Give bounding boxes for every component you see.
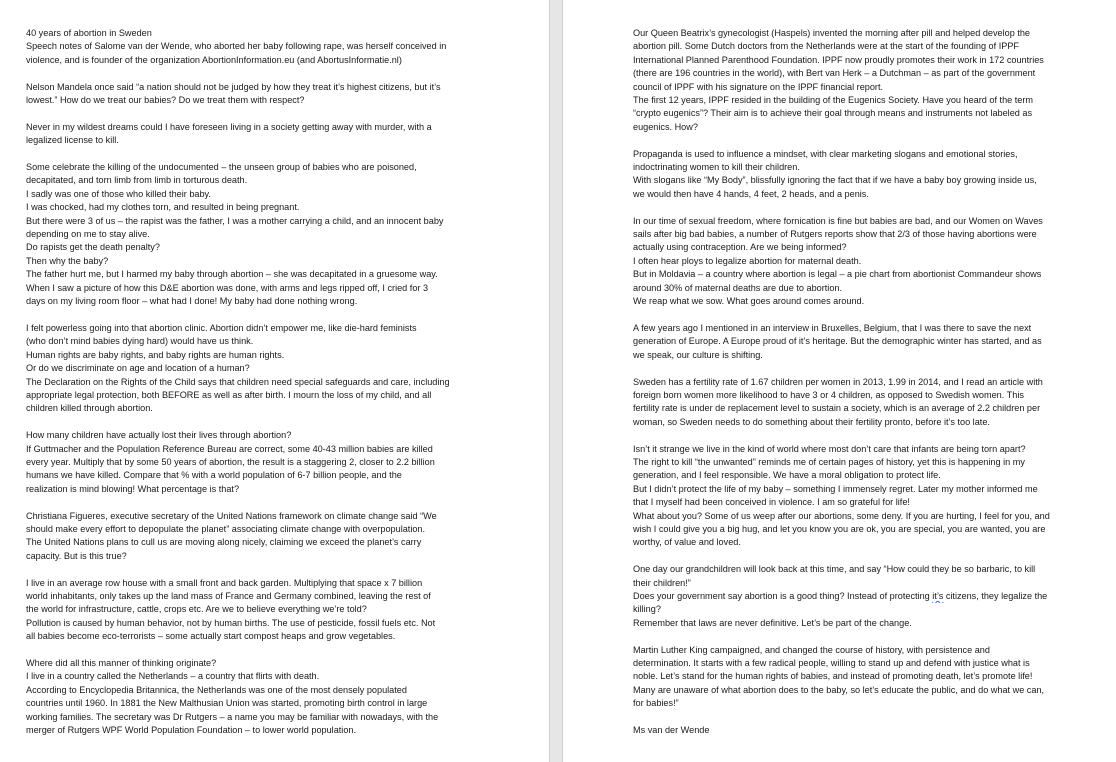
text-line: Propaganda is used to influence a mindset, with clear marketing slogans and emotional stories, <box>633 148 1018 159</box>
text-line: Ms van der Wende <box>633 725 710 735</box>
text-line: I often hear ploys to legalize abortion for maternal death. <box>633 255 862 266</box>
text-line: “crypto eugenics”? Their aim is to achieve their goal through means and instruments not labeled as <box>633 108 1033 119</box>
document-page-left <box>0 0 549 762</box>
text-line: The United Nations plans to cull us are moving along nicely, claiming we exceed the planet’s carry <box>26 537 422 548</box>
text-line: actually using contraception. Are we being informed? <box>633 242 847 253</box>
text-line: But in Moldavia – a country where abortion is legal – a pie chart from abortionist Commandeur shows <box>633 269 1042 280</box>
text-line: Never in my wildest dreams could I have foreseen living in a society getting away with murder, with a <box>26 121 432 132</box>
text-line: we would then have 4 hands, 4 feet, 2 heads, and a penis. <box>633 188 869 199</box>
text-line: Pollution is caused by human behavior, not by human births. The use of pesticide, fossil fuels etc. Not <box>26 617 436 628</box>
text-line: capacity. But is this true? <box>26 550 127 561</box>
text-line: determination. It starts with a few radical people, willing to stand up and defend with justice what is <box>633 657 1030 668</box>
text-line: indoctrinating women to kill their children. <box>633 162 800 173</box>
text-line: Then why the baby? <box>26 255 109 266</box>
text-line: merger of Rutgers WPF World Population Foundation – to lower world population. <box>26 725 357 735</box>
text-line: We reap what we sow. What goes around comes around. <box>633 296 865 307</box>
text-line: The first 12 years, IPPF resided in the building of the Eugenics Society. Have you heard of the term <box>633 95 1034 106</box>
text-line: sails after big bad babies, a number of Rutgers reports show that 2/3 of those having abortions were <box>633 229 1037 240</box>
paragraph <box>633 322 1104 362</box>
text-line: How many children have actually lost their lives through abortion? <box>26 430 292 441</box>
text-line: children killed through abortion. <box>26 403 153 414</box>
paragraph <box>633 443 1104 550</box>
text-line: fertility rate is under de replacement level to sustain a society, which is an average of 2.2 children per <box>633 403 1041 414</box>
text-line: If Guttmacher and the Population Reference Bureau are correct, some 40-43 million babies are killed <box>26 443 433 454</box>
text-line: woman, so Sweden needs to do something about their fertility pronto, before it’s too late. <box>633 416 990 427</box>
paragraph <box>633 376 1104 430</box>
text-line: Does your government say abortion is a good thing? Instead of protecting it’s citizens, they legalize the <box>633 590 1048 601</box>
text-line: Martin Luther King campaigned, and changed the course of history, with persistence and <box>633 644 990 655</box>
paragraph <box>26 429 537 496</box>
text-line: I live in an average row house with a small front and back garden. Multiplying that space x 7 billion <box>26 577 423 588</box>
text-line: eugenics. How? <box>633 121 698 132</box>
text-line: I live in a country called the Netherlands – a country that flirts with death. <box>26 671 320 682</box>
text-line: worthy, of value and loved. <box>633 537 741 548</box>
text-line: realization is mind blowing! What percentage is that? <box>26 483 240 494</box>
text-line: council of IPPF with his signature on the IPPF financial report. <box>633 81 884 92</box>
text-line: (there are 196 countries in the world), with Bert van Herk – a Dutchman – as part of the government <box>633 68 1036 79</box>
text-line: should make every effort to depopulate the planet” associating climate change with overpopulation. <box>26 523 426 534</box>
paragraph <box>633 644 1104 711</box>
text-line: we speak, our culture is shifting. <box>633 349 763 360</box>
text-line: Some celebrate the killing of the undocumented – the unseen group of babies who are poisoned, <box>26 162 417 173</box>
text-line: legalized license to kill. <box>26 135 119 146</box>
text-line: I sadly was one of those who killed their baby. <box>26 188 211 199</box>
text-line: One day our grandchildren will look back at this time, and say “How could they be so barbaric, to kill <box>633 564 1036 575</box>
document-page-right <box>563 0 1116 762</box>
text-line: Do rapists get the death penalty? <box>26 242 160 253</box>
text-line: days on my living room floor – what had I done! My baby had done nothing wrong. <box>26 296 358 307</box>
text-line: But I didn’t protect the life of my baby – something I immensely regret. Later my mother informed me <box>633 483 1038 494</box>
text-line: countries until 1960. In 1881 the New Malthusian Union was started, promoting birth control in large <box>26 698 428 709</box>
text-line: According to Encyclopedia Britannica, the Netherlands was one of the most densely populated <box>26 684 407 695</box>
text-line: foreign born women more likelihood to have 3 or 4 children, as opposed to Swedish women. This <box>633 389 1024 400</box>
text-line: abortion pill. Some Dutch doctors from the Netherlands were at the start of the founding of IPPF <box>633 41 1019 52</box>
paragraph <box>26 81 537 108</box>
text-line: In our time of sexual freedom, where fornication is fine but babies are bad, and our Women on Waves <box>633 215 1043 226</box>
text-line: that I myself had been conceived in violence. I am so grateful for life! <box>633 497 910 508</box>
paragraph <box>26 121 537 148</box>
text-line: working families. The secretary was Dr Rutgers – a name you may be familiar with nowadays, with the <box>26 711 439 722</box>
spellcheck-marked-word[interactable]: it’s <box>932 590 944 601</box>
text-line: 40 years of abortion in Sweden <box>26 28 152 38</box>
text-line: Remember that laws are never definitive. Let’s be part of the change. <box>633 617 912 628</box>
text-line: International Planned Parenthood Foundation. IPPF now proudly promotes their work in 172 countries <box>633 54 1044 65</box>
paragraph <box>26 577 537 644</box>
text-line: Speech notes of Salome van der Wende, who aborted her baby following rape, was herself conceived in <box>26 41 447 52</box>
text-line: around 30% of maternal deaths are due to abortion. <box>633 282 843 293</box>
text-line: (who don’t mind babies dying hard) would have us think. <box>26 336 254 347</box>
text-line: A few years ago I mentioned in an interview in Bruxelles, Belgium, that I was there to save the next <box>633 322 1032 333</box>
text-line: I felt powerless going into that abortion clinic. Abortion didn’t empower me, like die-hard feminists <box>26 322 417 333</box>
text-line: generation, and I feel responsible. We have a moral obligation to protect life. <box>633 470 941 481</box>
text-line: Where did all this manner of thinking originate? <box>26 657 217 668</box>
text-line: killing? <box>633 604 661 615</box>
text-line: I was chocked, had my clothes torn, and resulted in being pregnant. <box>26 202 300 213</box>
text-line: Isn’t it strange we live in the kind of world where most don’t care that infants are being torn apart? <box>633 443 1026 454</box>
paragraph <box>26 657 537 737</box>
paragraph <box>26 161 537 308</box>
text-line: humans we have killed. Compare that % with a world population of 6-7 billion people, and the <box>26 470 402 481</box>
text-line: violence, and is founder of the organization AbortionInformation.eu (and AbortusInformatie.nl) <box>26 54 402 65</box>
paragraph <box>633 724 1104 737</box>
text-line: noble. Let’s stand for the human rights of babies, and instead of promoting death, let’s promote life! <box>633 671 1033 682</box>
paragraph <box>633 215 1104 309</box>
text-line: the world for infrastructure, cattle, crops etc. Are we to believe everything we’re told? <box>26 604 367 615</box>
text-line: Human rights are baby rights, and baby rights are human rights. <box>26 349 285 360</box>
paragraph <box>633 148 1104 202</box>
text-line: decapitated, and torn limb from limb in torturous death. <box>26 175 248 186</box>
text-line: Many are unaware of what abortion does to the baby, so let’s educate the public, and do what we can, <box>633 684 1045 695</box>
text-line: With slogans like “My Body”, blissfully ignoring the fact that if we have a baby boy growing inside us, <box>633 175 1037 186</box>
text-line: Nelson Mandela once said “a nation should not be judged by how they treat it’s highest citizens, but it’s <box>26 81 441 92</box>
paragraph <box>633 27 1104 134</box>
paragraph <box>26 27 537 67</box>
text-line: Sweden has a fertility rate of 1.67 children per women in 2013, 1.99 in 2014, and I read an article with <box>633 376 1043 387</box>
text-line: When I saw a picture of how this D&E abortion was done, with arms and legs ripped off, I cried for 3 <box>26 282 429 293</box>
text-line: world inhabitants, only takes up the land mass of France and Germany combined, leaving the rest of <box>26 590 431 601</box>
text-line: What about you? Some of us weep after our abortions, some deny. If you are hurting, I feel for you, and <box>633 510 1050 521</box>
paragraph <box>26 322 537 416</box>
text-line: The Declaration on the Rights of the Child says that children need special safeguards and care, including <box>26 376 450 387</box>
paragraph <box>633 563 1104 630</box>
text-line: all babies become eco-terrorists – some actually start compost heaps and grow vegetables. <box>26 631 396 642</box>
text-line: depending on me to stay alive. <box>26 229 150 240</box>
text-line: their children!” <box>633 577 691 588</box>
paragraph <box>26 510 537 564</box>
page-gutter <box>549 0 563 762</box>
text-line: every year. Multiply that by some 50 years of abortion, the result is a staggering 2, closer to 2.2 billion <box>26 456 435 467</box>
text-line: wish I could give you a big hug, and let you know you are ok, you are special, you are wanted, you are <box>633 523 1046 534</box>
text-line: Christiana Figueres, executive secretary of the United Nations framework on climate change said “We <box>26 510 437 521</box>
text-line: Our Queen Beatrix’s gynecologist (Haspels) invented the morning after pill and helped develop the <box>633 28 1031 38</box>
text-line: The right to kill “the unwanted” reminds me of certain pages of history, yet this is happening in my <box>633 456 1025 467</box>
text-line: The father hurt me, but I harmed my baby through abortion – she was decapitated in a gruesome way. <box>26 269 438 280</box>
text-line: for babies!” <box>633 698 679 709</box>
text-line: generation of Europe. A Europe proud of it’s heritage. But the demographic winter has started, and as <box>633 336 1042 347</box>
text-line: lowest.” How do we treat our babies? Do we treat them with respect? <box>26 95 305 106</box>
text-line: Or do we discriminate on age and location of a human? <box>26 363 250 374</box>
text-line: appropriate legal protection, both BEFORE as well as after birth. I mourn the loss of my child, and all <box>26 389 432 400</box>
text-line: But there were 3 of us – the rapist was the father, I was a mother carrying a child, and an innocent baby <box>26 215 444 226</box>
